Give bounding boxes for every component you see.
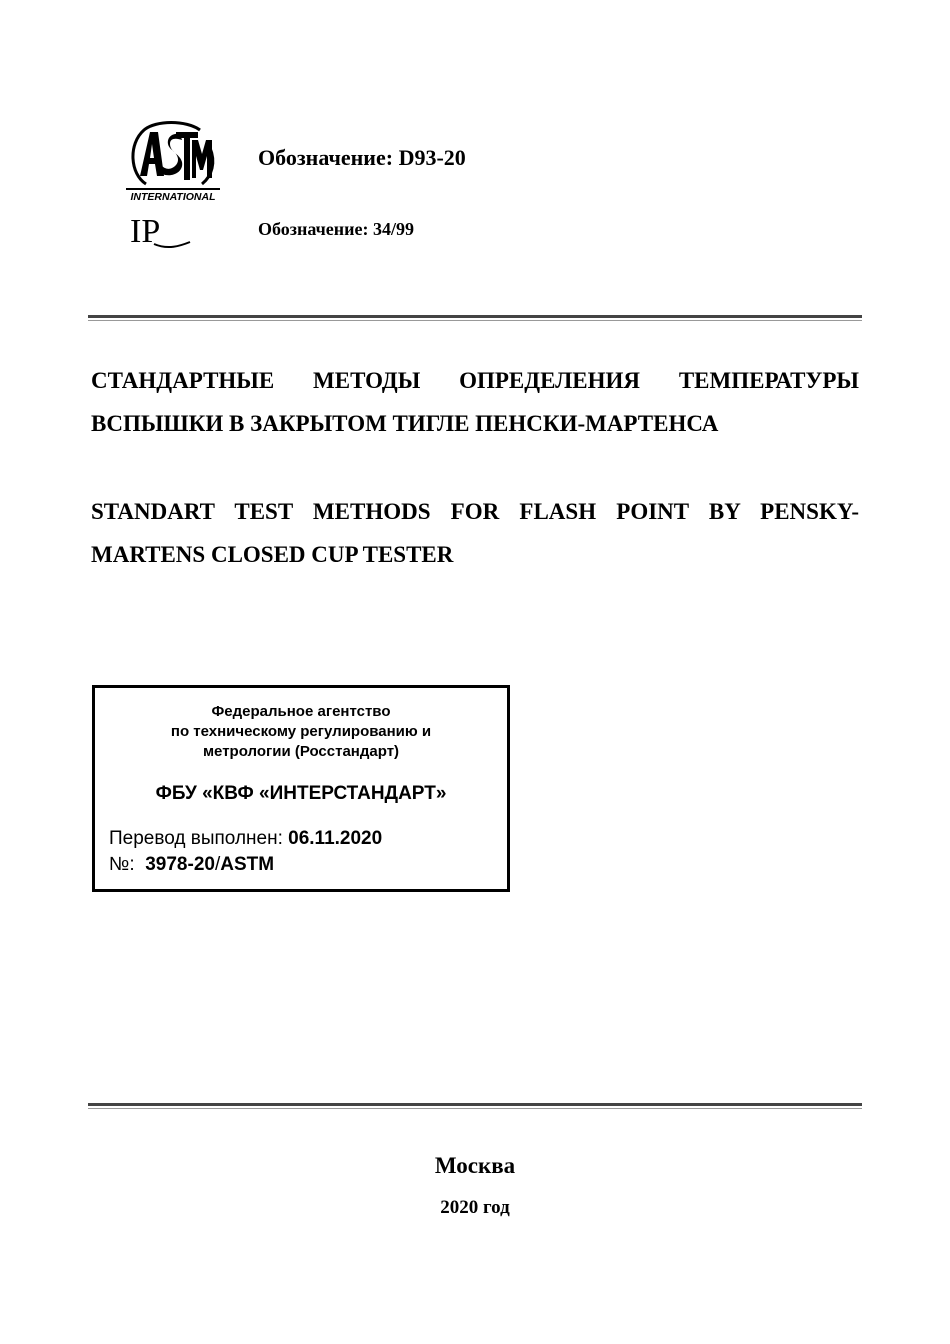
publication-year: 2020 год [440, 1197, 510, 1218]
divider-bottom [88, 1103, 862, 1106]
stamp-number-label: №: [109, 854, 135, 875]
stamp-agency [95, 702, 507, 762]
stamp-translated-label: Перевод выполнен: [109, 828, 283, 849]
title-english [91, 490, 859, 576]
title-english-line-1: STANDART TEST METHODS FOR FLASH POINT BY PENSKY- [91, 499, 859, 524]
divider-top [88, 315, 862, 318]
title-russian-line-2: ВСПЫШКИ В ЗАКРЫТОМ ТИГЛЕ ПЕНСКИ-МАРТЕНСА [91, 411, 719, 436]
stamp-number-line [109, 854, 274, 876]
designation-primary: Обозначение: D93-20 [258, 145, 466, 170]
stamp-number-org: ASTM [220, 854, 275, 875]
stamp-agency-line-2: по техническому регулированию и [170, 723, 432, 740]
stamp-number-value: 3978-20 [145, 854, 215, 875]
title-russian-line-1: СТАНДАРТНЫЕ МЕТОДЫ ОПРЕДЕЛЕНИЯ ТЕМПЕРАТУРЫ [91, 368, 859, 393]
publication-city: Москва [434, 1153, 516, 1178]
title-english-line-2: MARTENS CLOSED CUP TESTER [91, 542, 454, 567]
designation-secondary: Обозначение: 34/99 [258, 219, 415, 239]
translation-stamp [92, 685, 510, 892]
stamp-agency-line-1: Федеральное агентство [211, 703, 391, 720]
stamp-number-suffix: / [214, 854, 221, 875]
astm-logo [124, 118, 222, 204]
stamp-translation-date [109, 828, 382, 850]
stamp-translated-date: 06.11.2020 [288, 828, 383, 849]
astm-logo-text: INTERNATIONAL [130, 191, 216, 203]
title-russian [91, 359, 859, 445]
stamp-agency-line-3: метрологии (Росстандарт) [202, 743, 400, 760]
stamp-organization: ФБУ «КВФ «ИНТЕРСТАНДАРТ» [155, 783, 447, 804]
ip-logo-text: IP [130, 213, 161, 250]
ip-logo [128, 212, 192, 252]
